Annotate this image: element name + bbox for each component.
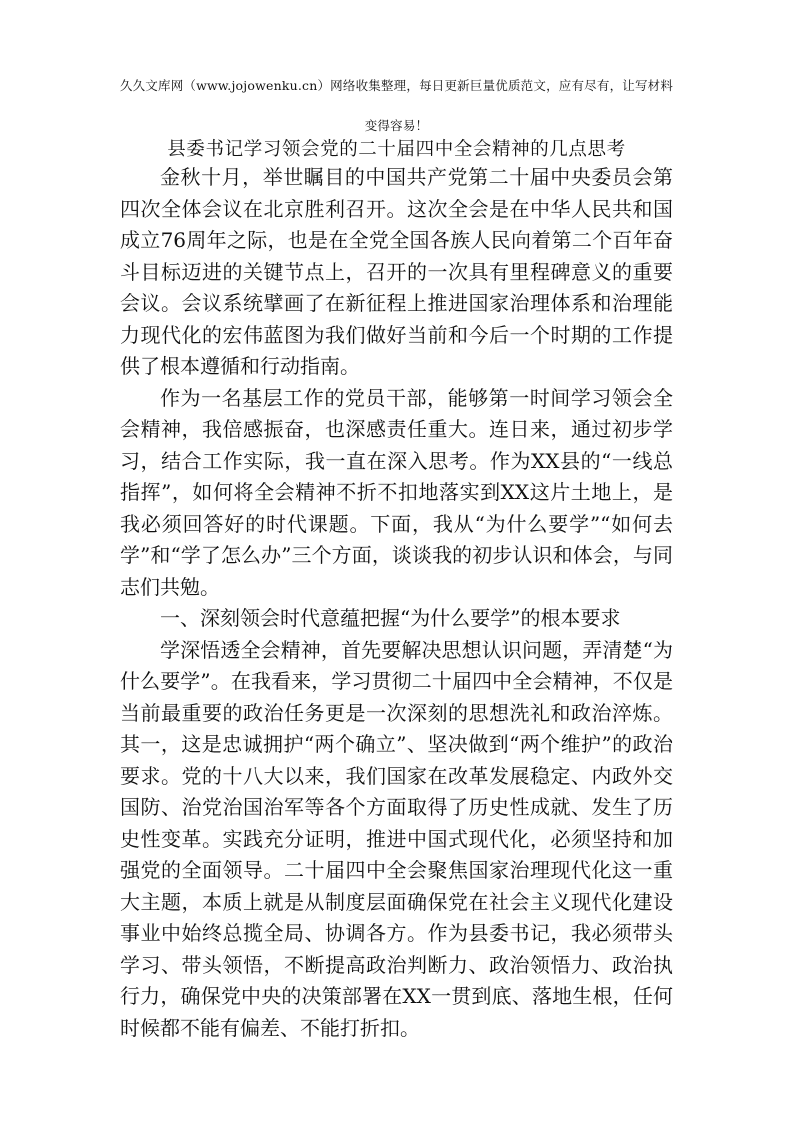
document-body bbox=[120, 162, 673, 1044]
paragraph-context: 作为一名基层工作的党员干部，能够第一时间学习领会全会精神，我倍感振奋，也深感责任重大。连日来，通过初步学习，结合工作实际，我一直在深入思考。作为XX县的“一线总指挥”，如何将全会精神不折不扣地落实到XX这片土地上，是我必须回答好的时代课题。下面，我从“为什么要学”“如何去学”和“学了怎么办”三个方面，谈谈我的初步认识和体会，与同志们共勉。 bbox=[120, 385, 673, 599]
paragraph-intro: 金秋十月，举世瞩目的中国共产党第二十届中央委员会第四次全体会议在北京胜利召开。这次全会是在中华人民共和国成立76周年之际，也是在全党全国各族人民向着第二个百年奋斗目标迈进的关键节点上，召开的一次具有里程碑意义的重要会议。会议系统擘画了在新征程上推进国家治理体系和治理能力现代化的宏伟蓝图为我们做好当前和今后一个时期的工作提供了根本遵循和行动指南。 bbox=[120, 165, 673, 378]
site-header-note: 久久文库网（www.jojowenku.cn）网络收集整理，每日更新巨量优质范文，应有尽有，让写材料变得容易！ bbox=[119, 78, 674, 133]
section-heading-1: 一、深刻领会时代意蕴把握“为什么要学”的根本要求 bbox=[160, 606, 621, 630]
paragraph-section-1: 学深悟透全会精神，首先要解决思想认识问题，弄清楚“为什么要学”。在我看来，学习贯彻二十届四中全会精神，不仅是当前最重要的政治任务更是一次深刻的思想洗礼和政治淬炼。其一，这是忠诚拥护“两个确立”、坚决做到“两个维护”的政治要求。党的十八大以来，我们国家在改革发展稳定、内政外交国防、治党治国治军等各个方面取得了历史性成就、发生了历史性变革。实践充分证明，推进中国式现代化，必须坚持和加强党的全面领导。二十届四中全会聚焦国家治理现代化这一重大主题，本质上就是从制度层面确保党在社会主义现代化建设事业中始终总揽全局、协调各方。作为县委书记，我必须带头学习、带头领悟，不断提高政治判断力、政治领悟力、政治执行力，确保党中央的决策部署在XX一贯到底、落地生根，任何时候都不能有偏差、不能打折扣。 bbox=[120, 637, 673, 1040]
document-title: 县委书记学习领会党的二十届四中全会精神的几点思考 bbox=[167, 139, 626, 160]
